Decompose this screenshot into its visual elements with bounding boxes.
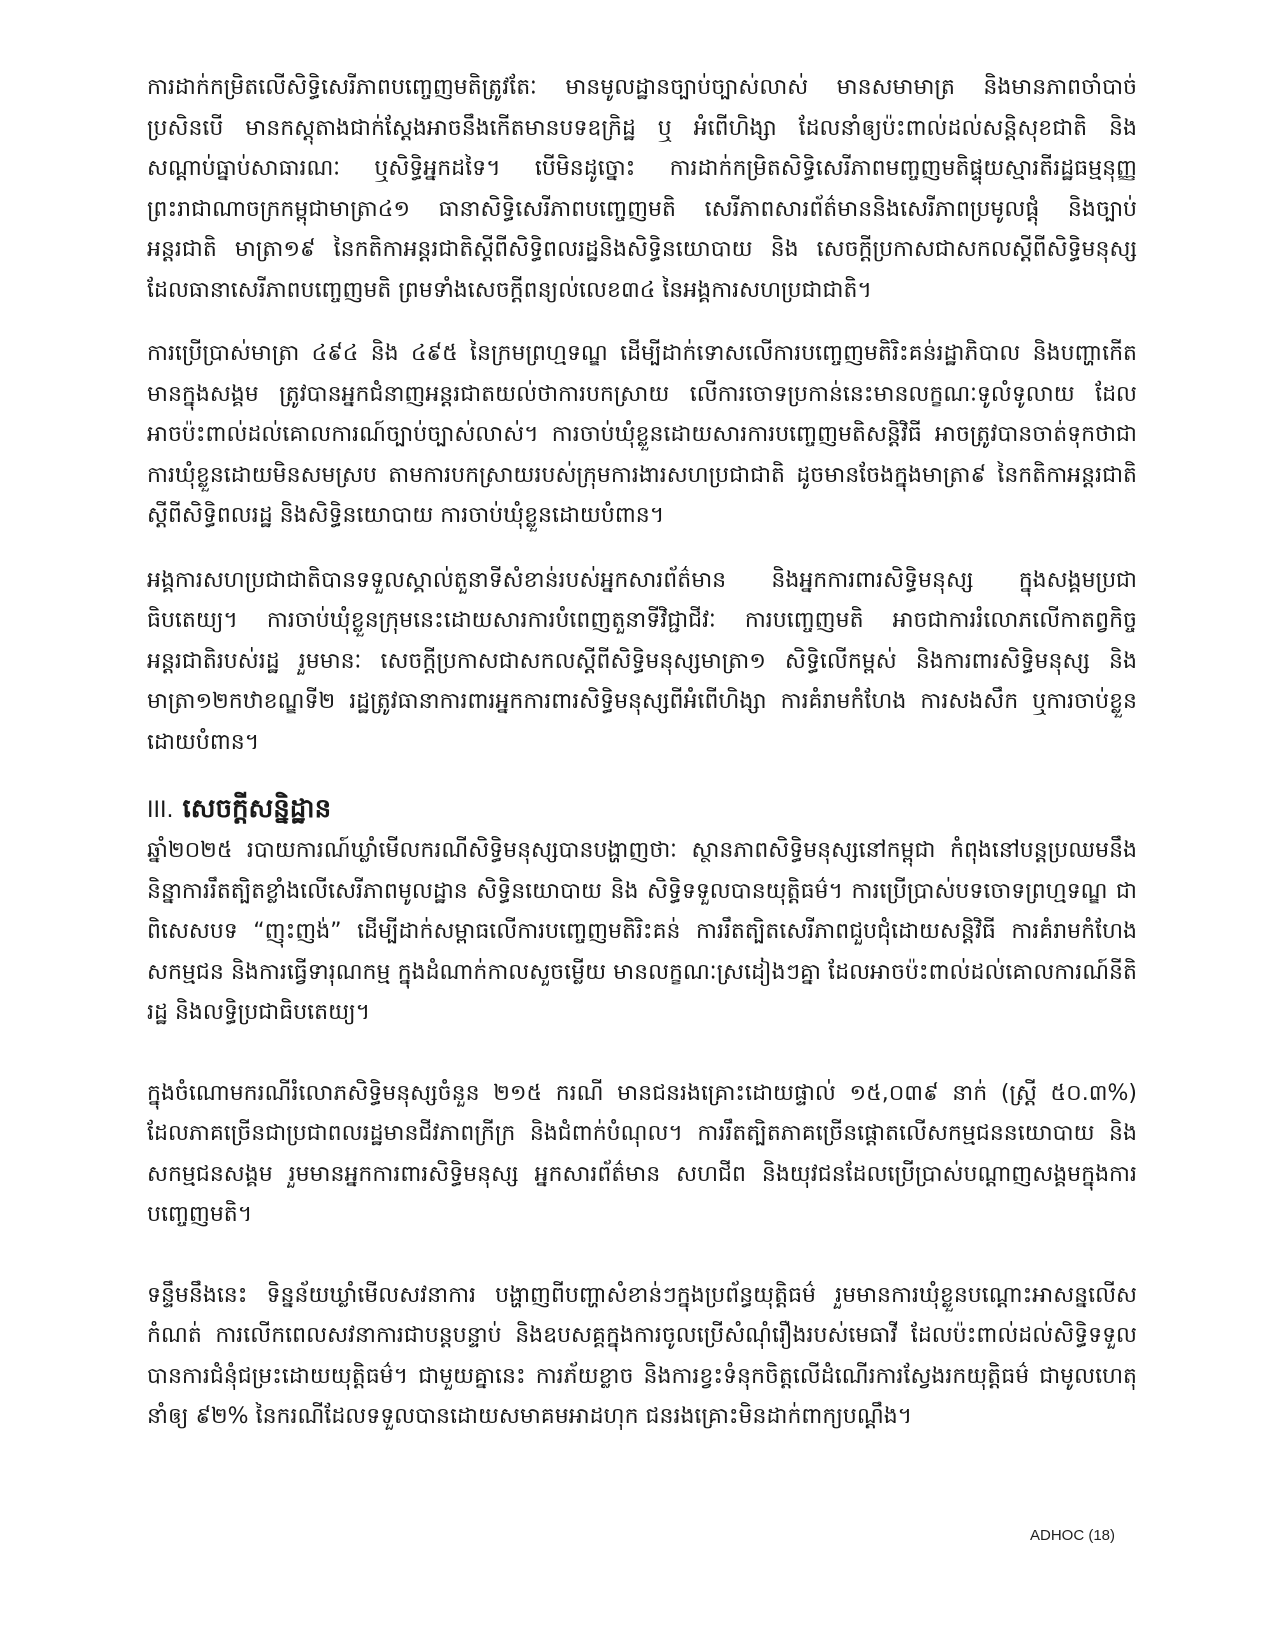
section-heading: [147, 789, 1137, 831]
paragraph-un-recognition: អង្គការសហប្រជាជាតិបានទទួលស្គាល់តួនាទីសំខាន់របស់អ្នកសារព័ត៌មាន និងអ្នកការពារសិទ្ធិមនុស្ស ក្នុងសង្គមប្រជាធិបតេយ្យ។ ការចាប់ឃុំខ្លួនក្រុមនេះដោយសារការបំពេញតួនាទីវិជ្ជាជីវៈ ការបញ្ចេញមតិ អាចជាការរំលោភលើកាតព្វកិច្ចអន្តរជាតិរបស់រដ្ឋ រួមមានៈ សេចក្តីប្រកាសជាសកលស្តីពីសិទ្ធិមនុស្សមាត្រា១ សិទ្ធិលើកម្ពស់ និងការពារសិទ្ធិមនុស្ស និងមាត្រា១២កឋាខណ្ឌទី២ រដ្ឋត្រូវធានាការពារអ្នកការពារសិទ្ធិមនុស្សពីអំពើហិង្សា ការគំរាមកំហែង ការសងសឹក ឬការចាប់ខ្លួនដោយបំពាន។: [147, 567, 1137, 755]
paragraph-violation-cases: ក្នុងចំណោមករណីរំលោភសិទ្ធិមនុស្សចំនួន ២១៥ ករណី មានជនរងគ្រោះដោយផ្ទាល់ ១៥,០៣៩ នាក់ (ស្ត្រី ៥០.៣%) ដែលភាគច្រើនជាប្រជាពលរដ្ឋមានជីវភាពក្រីក្រ និងជំពាក់បំណុល។ ការរឹតត្បិតភាគច្រើនផ្តោតលើសកម្មជននយោបាយ និង សកម្មជនសង្គម រួមមានអ្នកការពារសិទ្ធិមនុស្ស អ្នកសារព័ត៌មាន សហជីព និងយុវជនដែលប្រើប្រាស់បណ្តាញសង្គមក្នុងការបញ្ចេញមតិ។: [147, 1080, 1137, 1227]
paragraph-trial-monitoring: ទន្ទឹមនឹងនេះ ទិន្នន័យឃ្លាំមើលសវនាការ បង្ហាញពីបញ្ហាសំខាន់ៗក្នុងប្រព័ន្ធយុត្តិធម៌ រួមមានការឃុំខ្លួនបណ្តោះអាសន្នលើសកំណត់ ការលើកពេលសវនាការជាបន្តបន្ទាប់ និងឧបសគ្គក្នុងការចូលប្រើសំណុំរឿងរបស់មេធាវី ដែលប៉ះពាល់ដល់សិទ្ធិទទួលបានការជំនុំជម្រះដោយយុត្តិធម៌។ ជាមួយគ្នានេះ ការភ័យខ្លាច និងការខ្វះទំនុកចិត្តលើដំណើរការស្វែងរកយុត្តិធម៌ ជាមូលហេតុនាំឲ្យ ៩២% នៃករណីដែលទទួលបានដោយសមាគមអាដហុក ជនរងគ្រោះមិនដាក់ពាក្យបណ្តឹង។: [147, 1282, 1137, 1429]
paragraph-criminal-code: ការប្រើប្រាស់មាត្រា ៤៩៤ និង ៤៩៥ នៃក្រមព្រហ្មទណ្ឌ ដើម្បីដាក់ទោសលើការបញ្ចេញមតិរិះគន់រដ្ឋាភិបាល និងបញ្ហាកើតមានក្នុងសង្គម ត្រូវបានអ្នកជំនាញអន្តរជាតយល់ថាការបកស្រាយ លើការចោទប្រកាន់នេះមានលក្ខណៈទូលំទូលាយ ដែលអាចប៉ះពាល់ដល់គោលការណ៍ច្បាប់ច្បាស់លាស់។ ការចាប់ឃុំខ្លួនដោយសារការបញ្ចេញមតិសន្តិវិធី អាចត្រូវបានចាត់ទុកថាជាការឃុំខ្លួនដោយមិនសមស្រប តាមការបកស្រាយរបស់ក្រុមការងារសហប្រជាជាតិ ដូចមានចែងក្នុងមាត្រា៩ នៃកតិកាអន្តរជាតិស្តីពីសិទ្ធិពលរដ្ឋ និងសិទ្ធិនយោបាយ ការចាប់ឃុំខ្លួនដោយបំពាន។: [147, 341, 1137, 528]
section-number: III.: [147, 798, 174, 823]
paragraph-2025-report: ឆ្នាំ២០២៥ របាយការណ៍ឃ្លាំមើលករណីសិទ្ធិមនុស្សបានបង្ហាញថាៈ ស្ថានភាពសិទ្ធិមនុស្សនៅកម្ពុជា កំពុងនៅបន្តប្រឈមនឹងនិន្នាការរឹតត្បិតខ្លាំងលើសេរីភាពមូលដ្ឋាន សិទ្ធិនយោបាយ និង សិទ្ធិទទួលបានយុត្តិធម៌។ ការប្រើប្រាស់បទចោទព្រហ្មទណ្ឌ ជាពិសេសបទ “ញុះញង់” ដើម្បីដាក់សម្ពាធលើការបញ្ចេញមតិរិះគន់ ការរឹតត្បិតសេរីភាពជួបជុំដោយសន្តិវិធី ការគំរាមកំហែងសកម្មជន និងការធ្វើទារុណកម្ម ក្នុងដំណាក់កាលសួចម្លើយ មានលក្ខណៈស្រដៀងៗគ្នា ដែលអាចប៉ះពាល់ដល់គោលការណ៍នីតិរដ្ឋ និងលទ្ធិប្រជាធិបតេយ្យ។: [147, 838, 1137, 1025]
document-body: [147, 68, 1137, 1438]
page-footer: ADHOC (18): [1029, 1527, 1115, 1544]
paragraph-restrictions: ការដាក់កម្រិតលើសិទ្ធិសេរីភាពបញ្ចេញមតិត្រូវតែៈ មានមូលដ្ឋានច្បាប់ច្បាស់លាស់ មានសមាមាត្រ និងមានភាពចាំបាច់ ប្រសិនបើ មានកស្តុតាងជាក់ស្តែងអាចនឹងកើតមានបទឧក្រិដ្ឋ ឬ អំពើហិង្សា ដែលនាំឲ្យប៉ះពាល់ដល់សន្តិសុខជាតិ និង សណ្តាប់ធ្នាប់សាធារណៈ ឬសិទ្ធិអ្នកដទៃ។ បើមិនដូច្នោះ ការដាក់កម្រិតសិទ្ធិសេរីភាពមញ្ចញមតិផ្ទុយស្មារតីរដ្ឋធម្មនុញ្ញព្រះរាជាណាចក្រកម្ពុជាមាត្រា៤១ ធានាសិទ្ធិសេរីភាពបញ្ចេញមតិ សេរីភាពសារព័ត៌មាននិងសេរីភាពប្រមូលផ្តុំ និងច្បាប់អន្តរជាតិ មាត្រា១៩ នៃកតិកាអន្តរជាតិស្តីពីសិទ្ធិពលរដ្ឋនិងសិទ្ធិនយោបាយ និង សេចក្តីប្រកាសជាសកលស្តីពីសិទ្ធិមនុស្ស ដែលធានាសេរីភាពបញ្ចេញមតិ ព្រមទាំងសេចក្តីពន្យល់លេខ៣៤ នៃអង្គការសហប្រជាជាតិ។: [147, 75, 1137, 303]
section-title: សេចក្តីសន្និដ្ឋាន: [182, 794, 332, 824]
